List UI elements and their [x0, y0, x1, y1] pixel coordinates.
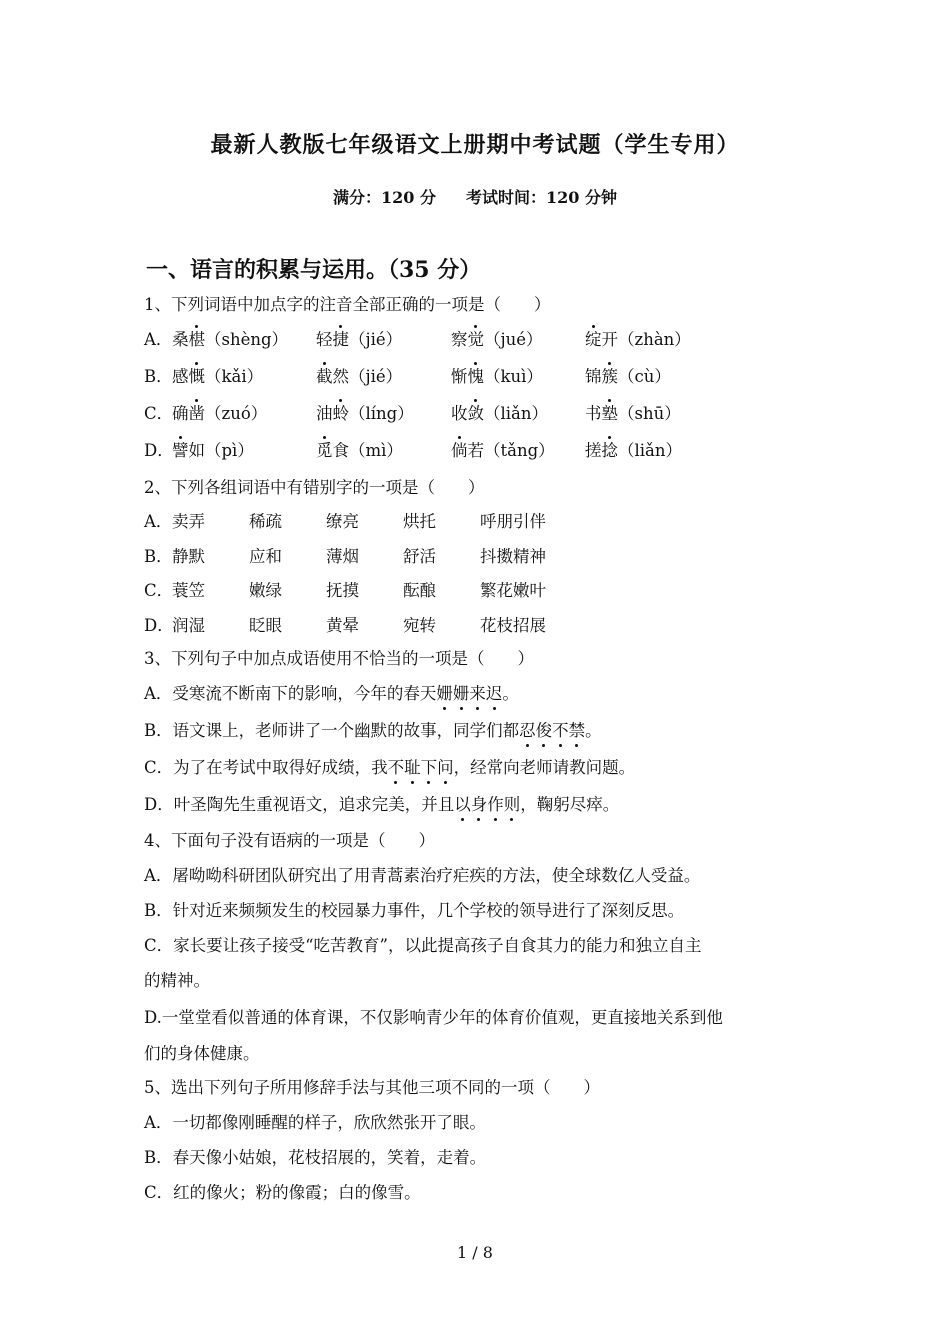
q4-stem: 4、下面句子没有语病的一项是（ ） — [144, 831, 435, 850]
pinyin: （jié） — [349, 367, 403, 386]
word-text: 确 — [172, 404, 189, 423]
word-text: 察 — [451, 330, 468, 349]
word-text: 收 — [451, 404, 468, 423]
pinyin: （zhàn） — [618, 330, 691, 349]
q2-word: 呼朋引伴 — [480, 512, 546, 531]
option-label: D． — [144, 616, 174, 635]
dotted-char: 则 — [503, 795, 521, 814]
q2-word: 烘托 — [403, 512, 436, 531]
q1-word — [172, 366, 263, 388]
q2-word: 稀疏 — [249, 512, 282, 531]
sentence-text: D．叶圣陶先生重视语文，追求完美，并且 — [144, 795, 455, 814]
sentence-text: ，鞠躬尽瘁。 — [520, 795, 620, 814]
word-text: 轻 — [316, 330, 333, 349]
q2-word: 卖弄 — [172, 512, 205, 531]
dotted-char: 姗 — [436, 684, 453, 703]
q2-word: 舒活 — [403, 547, 436, 566]
q1-option-row — [144, 366, 824, 388]
q1-option-row — [144, 329, 824, 351]
word-text: 然 — [332, 367, 349, 386]
q2-option-row — [144, 615, 644, 637]
page-title: 最新人教版七年级语文上册期中考试题（学生专用） — [210, 132, 740, 158]
pinyin: （tǎng） — [484, 441, 555, 460]
q1-option-row — [144, 403, 824, 425]
word-text: 感 — [172, 367, 189, 386]
sentence-text: B．语文课上，老师讲了一个幽默的故事，同学们都 — [144, 721, 520, 740]
q4-option-b: B．针对近来频频发生的校园暴力事件，几个学校的领导进行了深刻反思。 — [144, 901, 685, 920]
pinyin: （liǎn） — [618, 441, 683, 460]
q1-word — [172, 403, 267, 425]
sentence-text: A．受寒流不断南下的影响，今年的春天 — [144, 684, 437, 703]
q1-word — [451, 403, 548, 425]
dotted-char: 捷 — [332, 330, 349, 349]
sentence-text: ，经常向老师请教问题。 — [453, 758, 636, 777]
q5-option-b: B．春天像小姑娘，花枝招展的，笑着，走着。 — [144, 1148, 487, 1167]
q4-option-d-cont: 们的身体健康。 — [144, 1044, 260, 1063]
exam-time: 考试时间：120 分钟 — [466, 188, 617, 207]
q2-word: 蓑笠 — [172, 581, 205, 600]
dotted-char: 身 — [470, 795, 488, 814]
dotted-char: 凿 — [188, 404, 205, 423]
dotted-char: 问 — [437, 758, 454, 777]
dotted-char: 觅 — [316, 441, 333, 460]
word-text: 如 — [188, 441, 205, 460]
dotted-char: 不 — [387, 758, 405, 777]
q2-stem: 2、下列各组词语中有错别字的一项是（ ） — [144, 478, 485, 497]
q3-option — [144, 794, 619, 816]
q2-word: 应和 — [249, 547, 282, 566]
dotted-char: 作 — [487, 795, 504, 814]
q2-option-row — [144, 580, 644, 602]
dotted-char: 迟 — [485, 684, 503, 703]
dotted-char: 以 — [454, 795, 471, 814]
q1-word — [316, 329, 402, 351]
dotted-char: 捻 — [601, 441, 618, 460]
pinyin: （mì） — [349, 441, 403, 460]
q2-word: 酝酿 — [403, 581, 436, 600]
option-label: D． — [144, 441, 174, 460]
option-label: A． — [144, 512, 173, 531]
word-text: 开 — [601, 330, 618, 349]
q2-word: 嫩绿 — [249, 581, 282, 600]
q1-word — [585, 403, 681, 425]
q2-word: 薄烟 — [326, 547, 359, 566]
pinyin: （pì） — [205, 441, 254, 460]
pinyin: （kǎi） — [205, 367, 264, 386]
q1-word — [316, 366, 402, 388]
q3-option — [144, 683, 519, 705]
q5-option-c: C．红的像火；粉的像霞；白的像雪。 — [144, 1183, 421, 1202]
section-heading: 一、语言的积累与运用。（35 分） — [146, 257, 482, 283]
page-indicator: 1 / 8 — [457, 1243, 493, 1262]
dotted-char: 蛉 — [332, 404, 349, 423]
dotted-char: 椹 — [188, 330, 205, 349]
pinyin: （jié） — [349, 330, 403, 349]
word-text: 书 — [585, 404, 602, 423]
q1-word — [585, 366, 671, 388]
q4-option-c: C．家长要让孩子接受“吃苦教育”，以此提高孩子自食其力的能力和独立自主 — [144, 936, 702, 955]
option-label: C． — [144, 581, 174, 600]
dotted-char: 下 — [420, 758, 438, 777]
q2-word: 抖擞精神 — [480, 547, 546, 566]
dotted-char: 来 — [469, 684, 486, 703]
q2-word: 黄晕 — [326, 616, 359, 635]
full-score: 满分：120 分 — [333, 188, 436, 207]
sentence-text: 。 — [502, 684, 519, 703]
q1-stem: 1、下列词语中加点字的注音全部正确的一项是（ ） — [144, 295, 551, 314]
q4-option-d: D.一堂堂看似普通的体育课，不仅影响青少年的体育价值观，更直接地关系到他 — [144, 1008, 723, 1027]
q1-word — [316, 403, 414, 425]
q1-option-row — [144, 440, 824, 462]
q4-option-a: A．屠呦呦科研团队研究出了用青蒿素治疗疟疾的方法，使全球数亿人受益。 — [144, 866, 701, 885]
q2-word: 宛转 — [403, 616, 436, 635]
dotted-char: 觉 — [467, 330, 484, 349]
word-text: 搓 — [585, 441, 602, 460]
q2-word: 抚摸 — [326, 581, 359, 600]
dotted-char: 截 — [316, 367, 333, 386]
q2-word: 缭亮 — [326, 512, 359, 531]
option-label: B． — [144, 547, 173, 566]
pinyin: （kuì） — [484, 367, 543, 386]
pinyin: （líng） — [349, 404, 414, 423]
pinyin: （cù） — [618, 367, 671, 386]
q1-word — [451, 440, 555, 462]
q1-word — [316, 440, 403, 462]
q2-word: 花枝招展 — [480, 616, 546, 635]
pinyin: （shèng） — [205, 330, 289, 349]
q3-option — [144, 757, 635, 779]
q3-option — [144, 720, 602, 742]
word-text: 桑 — [172, 330, 189, 349]
dotted-char: 禁 — [568, 721, 586, 740]
q3-stem: 3、下列句子中加点成语使用不恰当的一项是（ ） — [144, 649, 534, 668]
word-text: 若 — [467, 441, 484, 460]
dotted-char: 忍 — [519, 721, 536, 740]
q2-word: 繁花嫩叶 — [480, 581, 546, 600]
word-text: 油 — [316, 404, 333, 423]
q1-word — [585, 440, 682, 462]
exam-meta — [0, 185, 950, 208]
pinyin: （shū） — [618, 404, 681, 423]
pinyin: （jué） — [484, 330, 543, 349]
q5-option-a: A．一切都像刚睡醒的样子，欣欣然张开了眼。 — [144, 1113, 486, 1132]
word-text: 锦 — [585, 367, 602, 386]
dotted-char: 愧 — [467, 367, 484, 386]
q2-option-row — [144, 546, 644, 568]
word-text: 惭 — [451, 367, 468, 386]
sentence-text: 。 — [585, 721, 602, 740]
option-label: B． — [144, 367, 173, 386]
q1-word — [172, 440, 254, 462]
option-label: A． — [144, 330, 173, 349]
dotted-char: 譬 — [172, 441, 189, 460]
q2-word: 眨眼 — [249, 616, 282, 635]
pinyin: （zuó） — [205, 404, 268, 423]
dotted-char: 敛 — [467, 404, 484, 423]
q1-word — [172, 329, 288, 351]
q1-word — [451, 366, 543, 388]
dotted-char: 簇 — [601, 367, 618, 386]
q1-word — [451, 329, 543, 351]
option-label: C． — [144, 404, 174, 423]
q2-option-row — [144, 511, 644, 533]
dotted-char: 塾 — [601, 404, 618, 423]
q4-option-c-cont: 的精神。 — [144, 971, 210, 990]
dotted-char: 不 — [552, 721, 569, 740]
dotted-char: 姗 — [452, 684, 470, 703]
dotted-char: 绽 — [585, 330, 602, 349]
q1-word — [585, 329, 691, 351]
dotted-char: 耻 — [404, 758, 421, 777]
word-text: 食 — [332, 441, 349, 460]
q2-word: 静默 — [172, 547, 205, 566]
q5-stem: 5、选出下列句子所用修辞手法与其他三项不同的一项（ ） — [144, 1078, 600, 1097]
dotted-char: 倘 — [451, 441, 468, 460]
dotted-char: 俊 — [535, 721, 553, 740]
pinyin: （liǎn） — [484, 404, 549, 423]
q2-word: 润湿 — [172, 616, 205, 635]
dotted-char: 慨 — [188, 367, 205, 386]
sentence-text: C．为了在考试中取得好成绩，我 — [144, 758, 388, 777]
